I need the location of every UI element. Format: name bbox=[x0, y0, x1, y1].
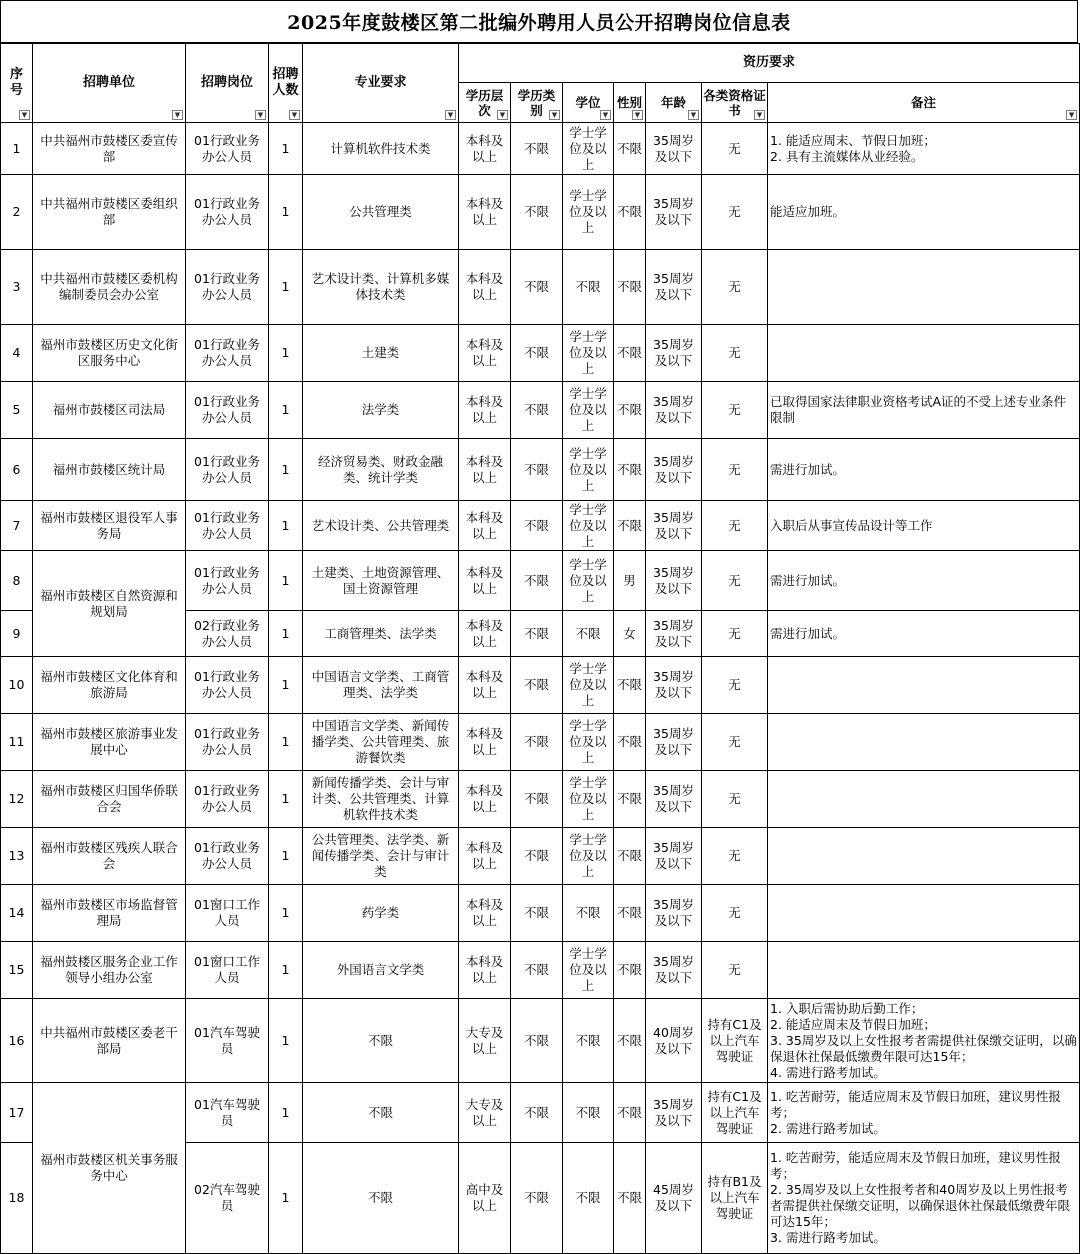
cell-age[interactable]: 35周岁及以下 bbox=[646, 942, 702, 999]
cell-count[interactable]: 1 bbox=[269, 382, 303, 439]
cell-age[interactable]: 35周岁及以下 bbox=[646, 885, 702, 942]
cell-gender[interactable]: 不限 bbox=[614, 714, 646, 771]
header-seq bbox=[1, 44, 33, 123]
cell-edu-level[interactable]: 高中及以上 bbox=[459, 1143, 511, 1254]
cell-seq[interactable]: 11 bbox=[1, 714, 33, 771]
cell-major[interactable]: 药学类 bbox=[303, 885, 459, 942]
table-row bbox=[1, 771, 1080, 828]
cell-remarks[interactable]: 1. 入职后需协助后勤工作； 2. 能适应周末及节假日加班； 3. 35周岁及以上女性报考者需提供社保缴交证明，以确保退休社保最低缴费年限可达15年； 4. 需进行路考加试。 bbox=[768, 999, 1080, 1083]
cell-age[interactable]: 35周岁及以下 bbox=[646, 123, 702, 175]
cell-major[interactable]: 不限 bbox=[303, 1143, 459, 1254]
cell-remarks[interactable]: 1. 吃苦耐劳，能适应周末及节假日加班，建议男性报考； 2. 35周岁及以上女性报考者和40周岁及以上男性报考者需提供社保缴交证明，以确保退休社保最低缴费年限可达15年； 3. 需进行路考加试。 bbox=[768, 1143, 1080, 1254]
cell-unit[interactable]: 福州市鼓楼区历史文化街区服务中心 bbox=[33, 325, 186, 382]
cell-age[interactable]: 35周岁及以下 bbox=[646, 714, 702, 771]
cell-remarks[interactable]: 入职后从事宣传品设计等工作 bbox=[768, 501, 1080, 551]
cell-seq[interactable]: 6 bbox=[1, 439, 33, 501]
cell-degree[interactable]: 学士学位及以上 bbox=[563, 175, 614, 250]
cell-age[interactable]: 35周岁及以下 bbox=[646, 250, 702, 325]
header-qualifications-label: 资历要求 bbox=[743, 55, 796, 70]
cell-unit[interactable]: 福州市鼓楼区旅游事业发展中心 bbox=[33, 714, 186, 771]
table-row bbox=[1, 439, 1080, 501]
header-position bbox=[186, 44, 269, 123]
cell-edu-type[interactable]: 不限 bbox=[511, 885, 563, 942]
header-gender bbox=[614, 83, 646, 123]
cell-certificate[interactable]: 无 bbox=[702, 714, 768, 771]
cell-edu-type[interactable]: 不限 bbox=[511, 771, 563, 828]
cell-degree[interactable]: 不限 bbox=[563, 611, 614, 657]
header-major-label: 专业要求 bbox=[354, 75, 407, 90]
table-row bbox=[1, 714, 1080, 771]
table-row bbox=[1, 1083, 1080, 1143]
cell-major[interactable]: 计算机软件技术类 bbox=[303, 123, 459, 175]
cell-edu-type[interactable]: 不限 bbox=[511, 999, 563, 1083]
cell-unit[interactable]: 中共福州市鼓楼区委机构编制委员会办公室 bbox=[33, 250, 186, 325]
cell-count[interactable]: 1 bbox=[269, 439, 303, 501]
cell-count[interactable]: 1 bbox=[269, 551, 303, 611]
cell-seq[interactable]: 8 bbox=[1, 551, 33, 611]
cell-unit[interactable]: 福州市鼓楼区归国华侨联合会 bbox=[33, 771, 186, 828]
cell-remarks[interactable]: 1. 能适应周末、节假日加班； 2. 具有主流媒体从业经验。 bbox=[768, 123, 1080, 175]
cell-unit[interactable]: 中共福州市鼓楼区委组织部 bbox=[33, 175, 186, 250]
cell-seq[interactable]: 18 bbox=[1, 1143, 33, 1254]
cell-position[interactable]: 01行政业务办公人员 bbox=[186, 501, 269, 551]
cell-unit[interactable]: 福州市鼓楼区统计局 bbox=[33, 439, 186, 501]
table-row bbox=[1, 828, 1080, 885]
cell-gender[interactable]: 不限 bbox=[614, 999, 646, 1083]
cell-degree[interactable]: 学士学位及以上 bbox=[563, 714, 614, 771]
cell-edu-level[interactable]: 本科及以上 bbox=[459, 250, 511, 325]
cell-position[interactable]: 01行政业务办公人员 bbox=[186, 714, 269, 771]
cell-major[interactable]: 不限 bbox=[303, 1083, 459, 1143]
cell-seq[interactable]: 13 bbox=[1, 828, 33, 885]
table-row bbox=[1, 501, 1080, 551]
cell-certificate[interactable]: 无 bbox=[702, 771, 768, 828]
cell-remarks[interactable] bbox=[768, 325, 1080, 382]
cell-seq[interactable]: 14 bbox=[1, 885, 33, 942]
cell-position[interactable]: 01行政业务办公人员 bbox=[186, 250, 269, 325]
cell-certificate[interactable]: 无 bbox=[702, 325, 768, 382]
header-gender-label: 性别 bbox=[616, 95, 642, 110]
cell-degree[interactable]: 学士学位及以上 bbox=[563, 439, 614, 501]
recruitment-table bbox=[0, 43, 1080, 1254]
cell-degree[interactable]: 不限 bbox=[563, 250, 614, 325]
table-row bbox=[1, 175, 1080, 250]
cell-edu-level[interactable]: 本科及以上 bbox=[459, 657, 511, 714]
cell-certificate[interactable]: 无 bbox=[702, 123, 768, 175]
cell-edu-type[interactable]: 不限 bbox=[511, 123, 563, 175]
header-unit bbox=[33, 44, 186, 123]
cell-degree[interactable]: 学士学位及以上 bbox=[563, 771, 614, 828]
cell-count[interactable]: 1 bbox=[269, 885, 303, 942]
cell-age[interactable]: 35周岁及以下 bbox=[646, 325, 702, 382]
sheet-title: 2025年度鼓楼区第二批编外聘用人员公开招聘岗位信息表 bbox=[287, 12, 791, 34]
cell-remarks[interactable] bbox=[768, 657, 1080, 714]
cell-edu-level[interactable]: 本科及以上 bbox=[459, 828, 511, 885]
cell-remarks[interactable]: 需进行加试。 bbox=[768, 611, 1080, 657]
cell-degree[interactable]: 学士学位及以上 bbox=[563, 551, 614, 611]
cell-edu-level[interactable]: 大专及以上 bbox=[459, 1083, 511, 1143]
filter-dropdown-icon[interactable]: ▼ bbox=[600, 110, 611, 120]
cell-major[interactable]: 新闻传播学类、会计与审计类、公共管理类、计算机软件技术类 bbox=[303, 771, 459, 828]
cell-degree[interactable]: 学士学位及以上 bbox=[563, 942, 614, 999]
cell-edu-type[interactable]: 不限 bbox=[511, 382, 563, 439]
cell-age[interactable]: 40周岁及以下 bbox=[646, 999, 702, 1083]
cell-edu-level[interactable]: 大专及以上 bbox=[459, 999, 511, 1083]
header-qualifications bbox=[459, 44, 1080, 83]
cell-gender[interactable]: 不限 bbox=[614, 382, 646, 439]
cell-unit[interactable]: 福州市鼓楼区文化体育和旅游局 bbox=[33, 657, 186, 714]
cell-gender[interactable]: 不限 bbox=[614, 771, 646, 828]
cell-unit[interactable]: 福州市鼓楼区残疾人联合会 bbox=[33, 828, 186, 885]
cell-age[interactable]: 35周岁及以下 bbox=[646, 771, 702, 828]
cell-age[interactable]: 35周岁及以下 bbox=[646, 175, 702, 250]
cell-major[interactable]: 中国语言文学类、新闻传播学类、公共管理类、旅游餐饮类 bbox=[303, 714, 459, 771]
cell-certificate[interactable]: 无 bbox=[702, 250, 768, 325]
cell-seq[interactable]: 3 bbox=[1, 250, 33, 325]
cell-edu-type[interactable]: 不限 bbox=[511, 828, 563, 885]
table-row bbox=[1, 325, 1080, 382]
header-remarks-label: 备注 bbox=[911, 95, 937, 110]
cell-count[interactable]: 1 bbox=[269, 657, 303, 714]
sheet-title-cell bbox=[0, 0, 1078, 43]
cell-major[interactable]: 土建类、土地资源管理、国土资源管理 bbox=[303, 551, 459, 611]
cell-unit[interactable]: 福州市鼓楼区市场监督管理局 bbox=[33, 885, 186, 942]
cell-edu-level[interactable]: 本科及以上 bbox=[459, 771, 511, 828]
table-row bbox=[1, 382, 1080, 439]
cell-position[interactable]: 01行政业务办公人员 bbox=[186, 439, 269, 501]
cell-seq[interactable]: 4 bbox=[1, 325, 33, 382]
cell-age[interactable]: 35周岁及以下 bbox=[646, 657, 702, 714]
cell-edu-type[interactable]: 不限 bbox=[511, 551, 563, 611]
header-age-label: 年龄 bbox=[660, 95, 686, 110]
cell-major[interactable]: 中国语言文学类、工商管理类、法学类 bbox=[303, 657, 459, 714]
cell-remarks[interactable]: 已取得国家法律职业资格考试A证的不受上述专业条件限制 bbox=[768, 382, 1080, 439]
cell-count[interactable]: 1 bbox=[269, 999, 303, 1083]
cell-age[interactable]: 35周岁及以下 bbox=[646, 1083, 702, 1143]
cell-gender[interactable]: 不限 bbox=[614, 175, 646, 250]
table-row bbox=[1, 551, 1080, 611]
cell-major[interactable]: 经济贸易类、财政金融类、统计学类 bbox=[303, 439, 459, 501]
cell-gender[interactable]: 不限 bbox=[614, 828, 646, 885]
cell-degree[interactable]: 学士学位及以上 bbox=[563, 657, 614, 714]
table-row bbox=[1, 999, 1080, 1083]
filter-dropdown-icon[interactable]: ▼ bbox=[549, 110, 560, 120]
cell-certificate[interactable]: 无 bbox=[702, 175, 768, 250]
cell-major[interactable]: 不限 bbox=[303, 999, 459, 1083]
cell-age[interactable]: 35周岁及以下 bbox=[646, 382, 702, 439]
cell-seq[interactable]: 12 bbox=[1, 771, 33, 828]
cell-position[interactable]: 02行政业务办公人员 bbox=[186, 611, 269, 657]
cell-remarks[interactable]: 能适应加班。 bbox=[768, 175, 1080, 250]
cell-edu-type[interactable]: 不限 bbox=[511, 501, 563, 551]
cell-edu-type[interactable]: 不限 bbox=[511, 175, 563, 250]
filter-dropdown-icon[interactable]: ▼ bbox=[754, 110, 765, 120]
cell-certificate[interactable]: 无 bbox=[702, 885, 768, 942]
cell-certificate[interactable]: 无 bbox=[702, 382, 768, 439]
cell-edu-level[interactable]: 本科及以上 bbox=[459, 942, 511, 999]
table-row bbox=[1, 885, 1080, 942]
cell-major[interactable]: 公共管理类、法学类、新闻传播学类、会计与审计类 bbox=[303, 828, 459, 885]
cell-edu-type[interactable]: 不限 bbox=[511, 325, 563, 382]
cell-degree[interactable]: 学士学位及以上 bbox=[563, 501, 614, 551]
cell-unit[interactable]: 福州市鼓楼区退役军人事务局 bbox=[33, 501, 186, 551]
cell-gender[interactable]: 不限 bbox=[614, 325, 646, 382]
cell-age[interactable]: 35周岁及以下 bbox=[646, 828, 702, 885]
cell-position[interactable]: 01汽车驾驶员 bbox=[186, 999, 269, 1083]
cell-edu-level[interactable]: 本科及以上 bbox=[459, 551, 511, 611]
cell-gender[interactable]: 不限 bbox=[614, 439, 646, 501]
cell-seq[interactable]: 17 bbox=[1, 1083, 33, 1143]
cell-certificate[interactable]: 无 bbox=[702, 611, 768, 657]
cell-count[interactable]: 1 bbox=[269, 175, 303, 250]
cell-position[interactable]: 01行政业务办公人员 bbox=[186, 325, 269, 382]
cell-remarks[interactable] bbox=[768, 771, 1080, 828]
cell-seq[interactable]: 16 bbox=[1, 999, 33, 1083]
cell-certificate[interactable]: 无 bbox=[702, 828, 768, 885]
cell-edu-level[interactable]: 本科及以上 bbox=[459, 611, 511, 657]
cell-degree[interactable]: 不限 bbox=[563, 885, 614, 942]
header-count bbox=[269, 44, 303, 123]
cell-remarks[interactable] bbox=[768, 714, 1080, 771]
header-edu-type bbox=[511, 83, 563, 123]
cell-edu-type[interactable]: 不限 bbox=[511, 1083, 563, 1143]
cell-gender[interactable]: 不限 bbox=[614, 123, 646, 175]
cell-edu-type[interactable]: 不限 bbox=[511, 611, 563, 657]
header-position-label: 招聘岗位 bbox=[200, 75, 253, 90]
cell-certificate[interactable]: 无 bbox=[702, 551, 768, 611]
cell-count[interactable]: 1 bbox=[269, 123, 303, 175]
cell-degree[interactable]: 学士学位及以上 bbox=[563, 828, 614, 885]
cell-major[interactable]: 土建类 bbox=[303, 325, 459, 382]
cell-count[interactable]: 1 bbox=[269, 1143, 303, 1254]
header-edu-level bbox=[459, 83, 511, 123]
cell-certificate[interactable]: 持有B1及以上汽车驾驶证 bbox=[702, 1143, 768, 1254]
cell-unit[interactable]: 福州市鼓楼区机关事务服务中心 bbox=[33, 1083, 186, 1254]
cell-certificate[interactable]: 无 bbox=[702, 439, 768, 501]
cell-major[interactable]: 法学类 bbox=[303, 382, 459, 439]
table-row bbox=[1, 123, 1080, 175]
header-edu-level-label: 学历层次 bbox=[465, 87, 504, 118]
cell-age[interactable]: 35周岁及以下 bbox=[646, 551, 702, 611]
header-degree bbox=[563, 83, 614, 123]
cell-unit[interactable]: 福州市鼓楼区自然资源和规划局 bbox=[33, 551, 186, 657]
cell-certificate[interactable]: 持有C1及以上汽车驾驶证 bbox=[702, 1083, 768, 1143]
cell-edu-level[interactable]: 本科及以上 bbox=[459, 382, 511, 439]
cell-certificate[interactable]: 无 bbox=[702, 942, 768, 999]
cell-position[interactable]: 01行政业务办公人员 bbox=[186, 657, 269, 714]
cell-degree[interactable]: 学士学位及以上 bbox=[563, 382, 614, 439]
header-seq-label: 序号 bbox=[9, 67, 23, 98]
cell-unit[interactable]: 中共福州市鼓楼区委宣传部 bbox=[33, 123, 186, 175]
cell-gender[interactable]: 男 bbox=[614, 551, 646, 611]
cell-count[interactable]: 1 bbox=[269, 325, 303, 382]
cell-remarks[interactable]: 需进行加试。 bbox=[768, 551, 1080, 611]
cell-count[interactable]: 1 bbox=[269, 501, 303, 551]
cell-count[interactable]: 1 bbox=[269, 611, 303, 657]
cell-edu-level[interactable]: 本科及以上 bbox=[459, 175, 511, 250]
cell-unit[interactable]: 福州市鼓楼区司法局 bbox=[33, 382, 186, 439]
cell-certificate[interactable]: 无 bbox=[702, 657, 768, 714]
cell-count[interactable]: 1 bbox=[269, 1083, 303, 1143]
cell-major[interactable]: 艺术设计类、公共管理类 bbox=[303, 501, 459, 551]
cell-position[interactable]: 01行政业务办公人员 bbox=[186, 123, 269, 175]
cell-gender[interactable]: 女 bbox=[614, 611, 646, 657]
cell-gender[interactable]: 不限 bbox=[614, 501, 646, 551]
cell-position[interactable]: 01窗口工作人员 bbox=[186, 942, 269, 999]
filter-dropdown-icon[interactable]: ▼ bbox=[1066, 110, 1077, 120]
cell-position[interactable]: 02汽车驾驶员 bbox=[186, 1143, 269, 1254]
cell-gender[interactable]: 不限 bbox=[614, 657, 646, 714]
header-row-top bbox=[1, 44, 1080, 83]
cell-edu-level[interactable]: 本科及以上 bbox=[459, 885, 511, 942]
cell-age[interactable]: 35周岁及以下 bbox=[646, 439, 702, 501]
cell-edu-type[interactable]: 不限 bbox=[511, 657, 563, 714]
cell-count[interactable]: 1 bbox=[269, 250, 303, 325]
filter-dropdown-icon[interactable]: ▼ bbox=[289, 110, 300, 120]
cell-remarks[interactable] bbox=[768, 885, 1080, 942]
cell-position[interactable]: 01窗口工作人员 bbox=[186, 885, 269, 942]
cell-edu-type[interactable]: 不限 bbox=[511, 250, 563, 325]
cell-seq[interactable]: 9 bbox=[1, 611, 33, 657]
cell-edu-level[interactable]: 本科及以上 bbox=[459, 325, 511, 382]
cell-degree[interactable]: 学士学位及以上 bbox=[563, 325, 614, 382]
cell-seq[interactable]: 10 bbox=[1, 657, 33, 714]
cell-edu-level[interactable]: 本科及以上 bbox=[459, 714, 511, 771]
header-certificate-label: 各类资格证书 bbox=[703, 87, 766, 118]
cell-edu-type[interactable]: 不限 bbox=[511, 942, 563, 999]
filter-dropdown-icon[interactable]: ▼ bbox=[172, 110, 183, 120]
cell-gender[interactable]: 不限 bbox=[614, 1083, 646, 1143]
header-count-label: 招聘人数 bbox=[272, 67, 299, 98]
cell-unit[interactable]: 中共福州市鼓楼区委老干部局 bbox=[33, 999, 186, 1083]
cell-remarks[interactable]: 需进行加试。 bbox=[768, 439, 1080, 501]
filter-dropdown-icon[interactable]: ▼ bbox=[19, 110, 30, 120]
cell-major[interactable]: 外国语言文学类 bbox=[303, 942, 459, 999]
filter-dropdown-icon[interactable]: ▼ bbox=[688, 110, 699, 120]
cell-position[interactable]: 01行政业务办公人员 bbox=[186, 828, 269, 885]
cell-edu-type[interactable]: 不限 bbox=[511, 714, 563, 771]
cell-position[interactable]: 01行政业务办公人员 bbox=[186, 771, 269, 828]
cell-remarks[interactable] bbox=[768, 942, 1080, 999]
cell-gender[interactable]: 不限 bbox=[614, 885, 646, 942]
cell-remarks[interactable]: 1. 吃苦耐劳，能适应周末及节假日加班，建议男性报考； 2. 需进行路考加试。 bbox=[768, 1083, 1080, 1143]
cell-degree[interactable]: 不限 bbox=[563, 1083, 614, 1143]
cell-remarks[interactable] bbox=[768, 250, 1080, 325]
cell-unit[interactable]: 福州鼓楼区服务企业工作领导小组办公室 bbox=[33, 942, 186, 999]
cell-major[interactable]: 工商管理类、法学类 bbox=[303, 611, 459, 657]
cell-remarks[interactable] bbox=[768, 828, 1080, 885]
cell-seq[interactable]: 1 bbox=[1, 123, 33, 175]
header-certificate bbox=[702, 83, 768, 123]
cell-degree[interactable]: 不限 bbox=[563, 1143, 614, 1254]
cell-degree[interactable]: 学士学位及以上 bbox=[563, 123, 614, 175]
cell-position[interactable]: 01行政业务办公人员 bbox=[186, 175, 269, 250]
cell-major[interactable]: 公共管理类 bbox=[303, 175, 459, 250]
cell-edu-type[interactable]: 不限 bbox=[511, 1143, 563, 1254]
cell-count[interactable]: 1 bbox=[269, 771, 303, 828]
cell-gender[interactable]: 不限 bbox=[614, 942, 646, 999]
cell-position[interactable]: 01汽车驾驶员 bbox=[186, 1083, 269, 1143]
cell-certificate[interactable]: 持有C1及以上汽车驾驶证 bbox=[702, 999, 768, 1083]
cell-age[interactable]: 45周岁及以下 bbox=[646, 1143, 702, 1254]
cell-count[interactable]: 1 bbox=[269, 828, 303, 885]
header-unit-label: 招聘单位 bbox=[82, 75, 135, 90]
cell-seq[interactable]: 15 bbox=[1, 942, 33, 999]
cell-edu-level[interactable]: 本科及以上 bbox=[459, 439, 511, 501]
cell-seq[interactable]: 5 bbox=[1, 382, 33, 439]
cell-position[interactable]: 01行政业务办公人员 bbox=[186, 551, 269, 611]
cell-seq[interactable]: 2 bbox=[1, 175, 33, 250]
cell-position[interactable]: 01行政业务办公人员 bbox=[186, 382, 269, 439]
cell-seq[interactable]: 7 bbox=[1, 501, 33, 551]
cell-age[interactable]: 35周岁及以下 bbox=[646, 501, 702, 551]
cell-certificate[interactable]: 无 bbox=[702, 501, 768, 551]
cell-gender[interactable]: 不限 bbox=[614, 250, 646, 325]
cell-major[interactable]: 艺术设计类、计算机多媒体技术类 bbox=[303, 250, 459, 325]
header-edu-type-label: 学历类别 bbox=[517, 87, 556, 118]
cell-count[interactable]: 1 bbox=[269, 714, 303, 771]
header-major bbox=[303, 44, 459, 123]
filter-dropdown-icon[interactable]: ▼ bbox=[445, 110, 456, 120]
table-row bbox=[1, 657, 1080, 714]
cell-age[interactable]: 35周岁及以下 bbox=[646, 611, 702, 657]
table-body bbox=[1, 123, 1080, 1254]
cell-count[interactable]: 1 bbox=[269, 942, 303, 999]
table-row bbox=[1, 942, 1080, 999]
cell-edu-level[interactable]: 本科及以上 bbox=[459, 123, 511, 175]
header-age bbox=[646, 83, 702, 123]
cell-edu-level[interactable]: 本科及以上 bbox=[459, 501, 511, 551]
filter-dropdown-icon[interactable]: ▼ bbox=[255, 110, 266, 120]
cell-edu-type[interactable]: 不限 bbox=[511, 439, 563, 501]
header-degree-label: 学位 bbox=[575, 95, 601, 110]
cell-degree[interactable]: 不限 bbox=[563, 999, 614, 1083]
filter-dropdown-icon[interactable]: ▼ bbox=[632, 110, 643, 120]
cell-gender[interactable]: 不限 bbox=[614, 1143, 646, 1254]
filter-dropdown-icon[interactable]: ▼ bbox=[497, 110, 508, 120]
table-row bbox=[1, 250, 1080, 325]
header-remarks bbox=[768, 83, 1080, 123]
